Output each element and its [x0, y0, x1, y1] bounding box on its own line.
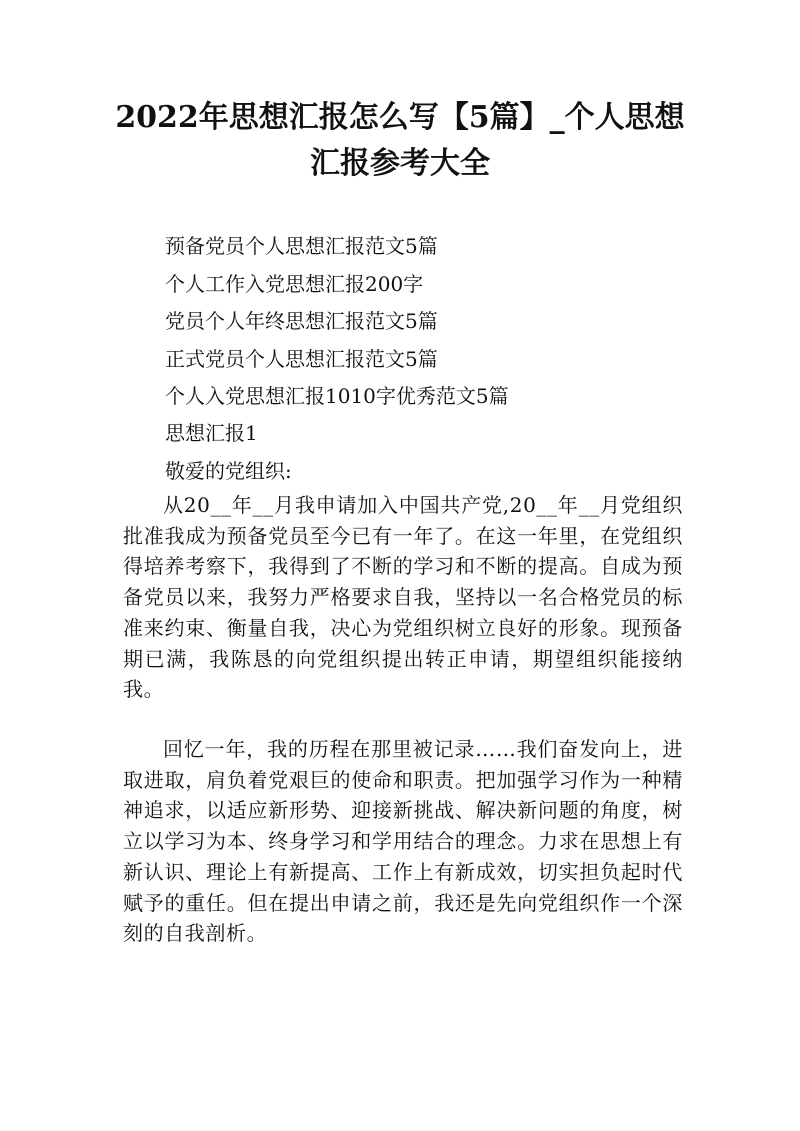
toc-item: 个人工作入党思想汇报200字: [165, 271, 424, 296]
paragraph-text: 回忆一年，我的历程在那里被记录……我们奋发向上，进取进取，肩负着党艰巨的使命和职责。把加强学习作为一种精神追求，以适应新形势、迎接新挑战、解决新问题的角度，树立以学习为本、终身学习和学用结合的理念。力求在思想上有新认识、理论上有新提高、工作上有新成效，切实担负起时代赋予的重任。但在提出申请之前，我还是先向党组织作一个深刻的自我剖析。: [123, 737, 683, 946]
toc-item: 个人入党思想汇报1010字优秀范文5篇: [165, 384, 509, 408]
section-heading: 思想汇报1: [165, 421, 258, 445]
toc-item: 党员个人年终思想汇报范文5篇: [165, 309, 438, 333]
salutation: 敬爱的党组织:: [165, 458, 292, 483]
body-paragraph-1: [123, 490, 683, 705]
toc-item: 预备党员个人思想汇报范文5篇: [165, 234, 438, 258]
body-paragraph-2: [123, 734, 683, 949]
section-header: [165, 415, 705, 490]
table-of-contents: [165, 228, 705, 416]
paragraph-text: 从20__年__月我申请加入中国共产党,20__年__月党组织批准我成为预备党员至今已有一年了。在这一年里，在党组织得培养考察下，我得到了不断的学习和不断的提高。自成为预备党员以来，我努力严格要求自我，坚持以一名合格党员的标准来约束、衡量自我，决心为党组织树立良好的形象。现预备期已满，我陈恳的向党组织提出转正申请，期望组织能接纳我。: [123, 493, 683, 702]
toc-item: 正式党员个人思想汇报范文5篇: [165, 346, 438, 371]
document-title: 2022年思想汇报怎么写【5篇】_个人思想汇报参考大全: [115, 100, 685, 181]
